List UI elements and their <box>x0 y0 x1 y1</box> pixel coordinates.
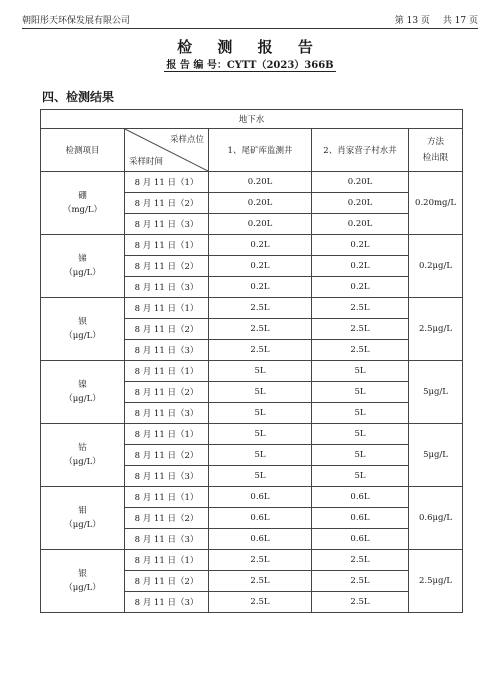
results-table-body <box>41 110 463 613</box>
sampling-time-cell: 8 月 11 日（3） <box>125 466 209 487</box>
sampling-time-cell: 8 月 11 日（1） <box>125 361 209 382</box>
page-total: 共 17 页 <box>442 16 478 26</box>
site-2-value: 2.5L <box>312 319 409 340</box>
site-1-value: 0.6L <box>209 487 312 508</box>
site-1-value: 2.5L <box>209 550 312 571</box>
site-2-value: 0.2L <box>312 277 409 298</box>
site-1-value: 0.2L <box>209 256 312 277</box>
sampling-time-cell: 8 月 11 日（3） <box>125 340 209 361</box>
site-2-value: 0.6L <box>312 529 409 550</box>
item-unit: （μg/L） <box>64 331 101 341</box>
site-2-value: 5L <box>312 403 409 424</box>
table-row <box>41 235 463 256</box>
sampling-time-cell: 8 月 11 日（1） <box>125 172 209 193</box>
sampling-time-cell: 8 月 11 日（2） <box>125 382 209 403</box>
sampling-time-cell: 8 月 11 日（1） <box>125 550 209 571</box>
site-2-value: 2.5L <box>312 298 409 319</box>
site-2-value: 5L <box>312 424 409 445</box>
site-1-value: 0.6L <box>209 508 312 529</box>
detection-limit: 0.20mg/L <box>409 172 463 235</box>
site-2-value: 0.20L <box>312 172 409 193</box>
item-name: 锑 <box>78 254 87 264</box>
site-1-value: 0.6L <box>209 529 312 550</box>
site-2-value: 2.5L <box>312 340 409 361</box>
sampling-time-cell: 8 月 11 日（3） <box>125 592 209 613</box>
site-2-value: 2.5L <box>312 592 409 613</box>
site-1-value: 0.20L <box>209 172 312 193</box>
page-indicator <box>385 13 478 26</box>
sampling-time-cell: 8 月 11 日（3） <box>125 529 209 550</box>
header-method-line1: 方法 <box>427 137 445 147</box>
site-1-value: 5L <box>209 466 312 487</box>
site-1-value: 5L <box>209 403 312 424</box>
site-1-value: 5L <box>209 424 312 445</box>
sampling-time-cell: 8 月 11 日（3） <box>125 403 209 424</box>
detection-limit: 2.5μg/L <box>409 550 463 613</box>
site-1-value: 5L <box>209 382 312 403</box>
header-diagonal-cell <box>125 129 209 172</box>
site-2-value: 0.20L <box>312 214 409 235</box>
item-name: 硼 <box>78 191 87 201</box>
site-2-value: 0.6L <box>312 487 409 508</box>
site-2-value: 0.2L <box>312 235 409 256</box>
sampling-time-cell: 8 月 11 日（2） <box>125 319 209 340</box>
table-caption-row <box>41 110 463 129</box>
header-item: 检测项目 <box>41 129 125 172</box>
site-1-value: 5L <box>209 445 312 466</box>
item-unit: （μg/L） <box>64 520 101 530</box>
item-cell <box>41 550 125 613</box>
site-1-value: 2.5L <box>209 592 312 613</box>
page-number: 第 13 页 <box>394 16 430 26</box>
item-cell <box>41 298 125 361</box>
table-header-row <box>41 129 463 172</box>
sampling-time-cell: 8 月 11 日（1） <box>125 487 209 508</box>
site-2-value: 5L <box>312 466 409 487</box>
header-site-2: 2、肖家营子村水井 <box>312 129 409 172</box>
site-1-value: 2.5L <box>209 571 312 592</box>
site-1-value: 0.20L <box>209 214 312 235</box>
site-2-value: 5L <box>312 445 409 466</box>
sampling-time-cell: 8 月 11 日（3） <box>125 214 209 235</box>
site-1-value: 0.2L <box>209 235 312 256</box>
item-unit: （μg/L） <box>64 268 101 278</box>
header-site-1: 1、尾矿库监测井 <box>209 129 312 172</box>
site-1-value: 2.5L <box>209 298 312 319</box>
company-name: 朝阳彤天环保发展有限公司 <box>22 16 131 26</box>
item-cell <box>41 487 125 550</box>
site-1-value: 2.5L <box>209 319 312 340</box>
item-name: 银 <box>78 569 87 579</box>
detection-limit: 0.6μg/L <box>409 487 463 550</box>
item-unit: （μg/L） <box>64 457 101 467</box>
table-caption: 地下水 <box>41 110 463 129</box>
table-row <box>41 487 463 508</box>
item-name: 钡 <box>78 317 87 327</box>
site-2-value: 2.5L <box>312 571 409 592</box>
site-2-value: 0.6L <box>312 508 409 529</box>
section-title: 四、检测结果 <box>42 90 115 104</box>
header-sampling-time: 采样时间 <box>129 157 164 167</box>
table-row <box>41 550 463 571</box>
sampling-time-cell: 8 月 11 日（2） <box>125 256 209 277</box>
results-table <box>40 109 463 613</box>
detection-limit: 0.2μg/L <box>409 235 463 298</box>
sampling-time-cell: 8 月 11 日（1） <box>125 298 209 319</box>
table-row <box>41 424 463 445</box>
item-cell <box>41 172 125 235</box>
sampling-time-cell: 8 月 11 日（1） <box>125 424 209 445</box>
header-method <box>409 129 463 172</box>
sampling-time-cell: 8 月 11 日（2） <box>125 193 209 214</box>
report-number-text: 报 告 编 号：CYTT（2023）366B <box>166 60 334 71</box>
item-name: 钴 <box>78 443 87 453</box>
table-row <box>41 298 463 319</box>
header-method-line2: 检出限 <box>422 153 449 163</box>
sampling-time-cell: 8 月 11 日（2） <box>125 571 209 592</box>
item-unit: （μg/L） <box>64 394 101 404</box>
page-header <box>22 8 478 29</box>
header-sampling-point: 采样点位 <box>169 135 204 145</box>
site-2-value: 0.20L <box>312 193 409 214</box>
site-1-value: 5L <box>209 361 312 382</box>
detection-limit: 5μg/L <box>409 424 463 487</box>
document-title: 检 测 报 告 <box>177 38 323 56</box>
item-name: 镍 <box>78 380 87 390</box>
site-1-value: 0.2L <box>209 277 312 298</box>
item-unit: （mg/L） <box>62 205 102 215</box>
site-1-value: 2.5L <box>209 340 312 361</box>
site-2-value: 5L <box>312 382 409 403</box>
report-number <box>0 56 500 71</box>
item-unit: （μg/L） <box>64 583 101 593</box>
sampling-time-cell: 8 月 11 日（2） <box>125 508 209 529</box>
item-cell <box>41 361 125 424</box>
sampling-time-cell: 8 月 11 日（1） <box>125 235 209 256</box>
item-name: 钼 <box>78 506 87 516</box>
table-row <box>41 172 463 193</box>
sampling-time-cell: 8 月 11 日（3） <box>125 277 209 298</box>
item-cell <box>41 424 125 487</box>
detection-limit: 5μg/L <box>409 361 463 424</box>
site-2-value: 0.2L <box>312 256 409 277</box>
detection-limit: 2.5μg/L <box>409 298 463 361</box>
table-row <box>41 361 463 382</box>
site-2-value: 2.5L <box>312 550 409 571</box>
site-2-value: 5L <box>312 361 409 382</box>
item-cell <box>41 235 125 298</box>
sampling-time-cell: 8 月 11 日（2） <box>125 445 209 466</box>
site-1-value: 0.20L <box>209 193 312 214</box>
